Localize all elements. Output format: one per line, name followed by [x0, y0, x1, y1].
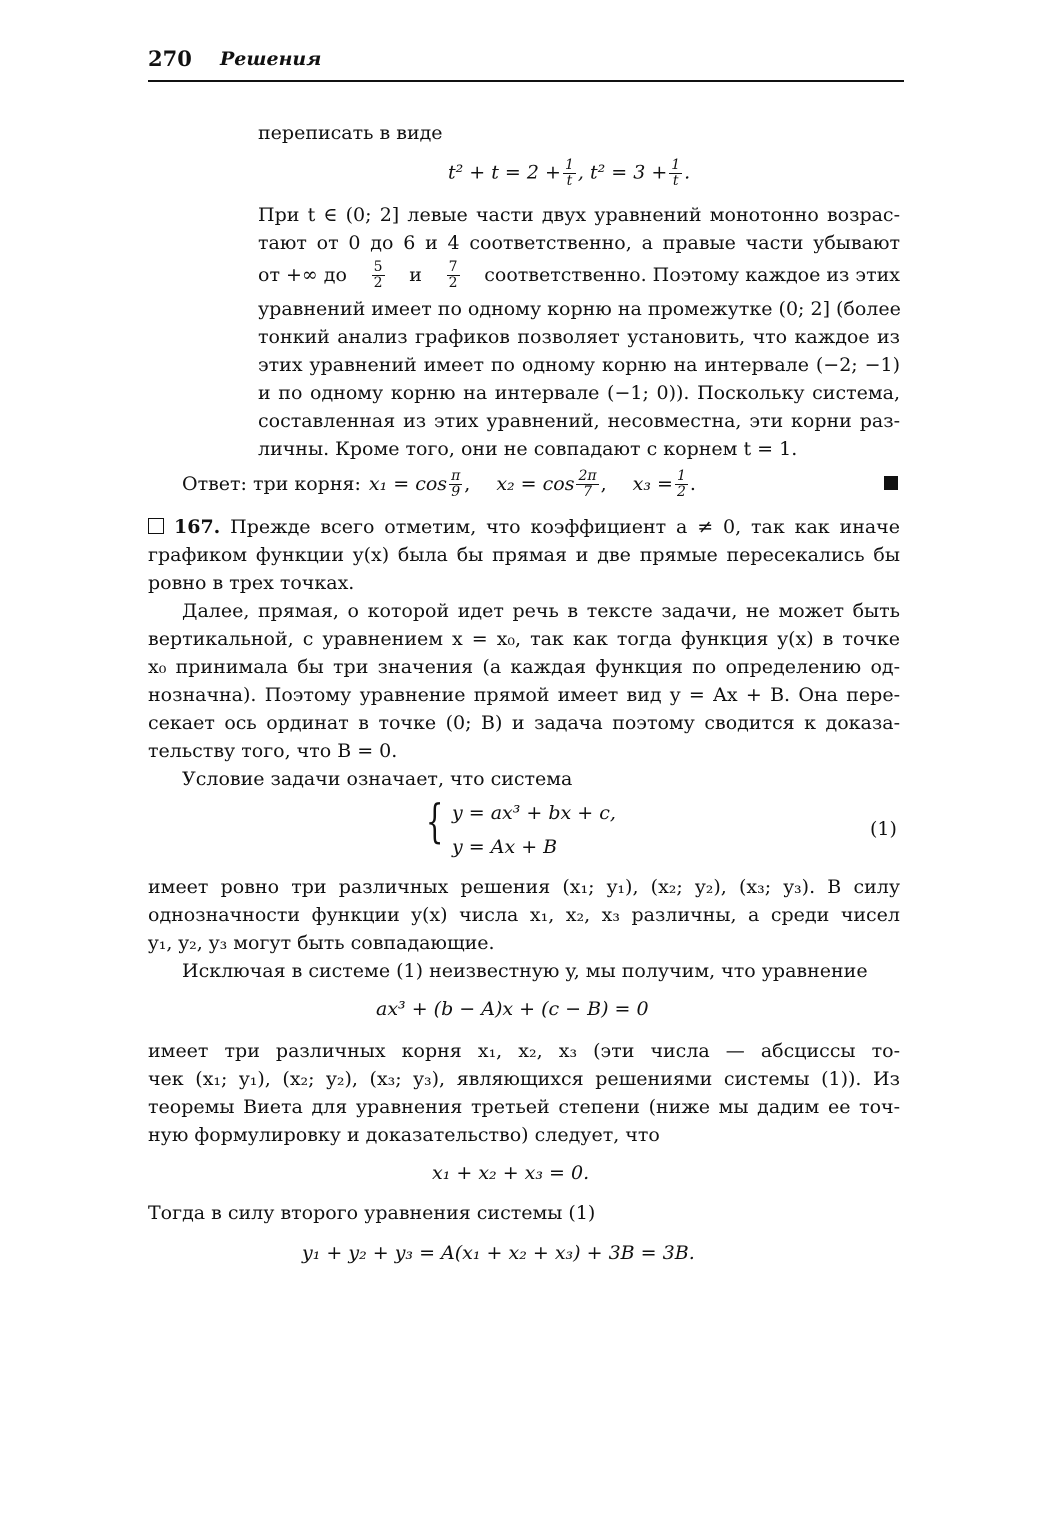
fraction-7-2	[447, 260, 460, 291]
equation-part: t² + t = 2 +	[448, 161, 561, 184]
paragraph-line: Исключая в системе (1) неизвестную y, мы получим, что уравнение	[182, 960, 868, 982]
fraction-2pi-7	[576, 469, 598, 500]
paragraph-line: y₁, y₂, y₃ могут быть совпадающие.	[148, 932, 495, 954]
numerator: π	[451, 467, 461, 484]
paragraph-line: тельству того, что B = 0.	[148, 740, 398, 762]
denominator: 9	[451, 483, 461, 500]
intro-text: переписать в виде	[258, 122, 443, 144]
paragraph-line: однозначности функции y(x) числа x₁, x₂, x₃ различны, а среди чисел	[148, 904, 900, 926]
equation-number: (1)	[870, 818, 897, 840]
text-segment: соответственно. Поэтому каждое из этих	[484, 264, 900, 286]
running-header	[148, 46, 904, 82]
numerator: 2π	[578, 467, 597, 484]
paragraph-line: имеет ровно три различных решения (x₁; y₁), (x₂; y₂), (x₃; y₃). В силу	[148, 876, 900, 898]
answer-label: Ответ: три корня:	[182, 473, 361, 495]
denominator: t	[672, 173, 679, 189]
paragraph-line: секает ось ординат в точке (0; B) и задача поэтому сводится к доказа-	[148, 712, 900, 734]
vieta-sum: x₁ + x₂ + x₃ = 0.	[432, 1162, 590, 1184]
paragraph-line: тают от 0 до 6 и 4 соответственно, а правые части убывают	[258, 232, 900, 254]
section-title: Решения	[220, 48, 322, 70]
system-eq-1: y = ax³ + bx + c,	[452, 802, 616, 824]
problem-first-line	[148, 514, 900, 540]
paragraph-line-fractions	[258, 258, 900, 292]
fraction-pi-9	[449, 469, 462, 500]
cubic-equation: ax³ + (b − A)x + (c − B) = 0	[376, 998, 649, 1020]
denominator: 2	[448, 274, 458, 291]
paragraph-line: При t ∈ (0; 2] левые части двух уравнений монотонно возрас-	[258, 204, 900, 226]
problem-number: 167.	[174, 516, 221, 538]
denominator: 2	[676, 483, 686, 500]
numerator: 1	[671, 157, 681, 173]
numerator: 5	[373, 258, 383, 275]
paragraph-line: и по одному корню на интервале (−1; 0)). Поскольку система,	[258, 382, 900, 404]
answer-x3: x₃ =	[632, 473, 673, 495]
answer-x1: x₁ = cos	[368, 473, 448, 495]
numerator: 1	[676, 467, 686, 484]
paragraph-line: Далее, прямая, о которой идет речь в тексте задачи, не может быть	[182, 600, 900, 622]
system-brace: {	[425, 794, 444, 848]
text-segment: и	[409, 264, 422, 286]
paragraph-line: имеет три различных корня x₁, x₂, x₃ (эти числа — абсциссы то-	[148, 1040, 900, 1062]
equation-part: , t² = 3 +	[577, 161, 668, 184]
fraction	[563, 158, 576, 189]
denominator: t	[566, 173, 573, 189]
numerator: 7	[448, 258, 458, 275]
paragraph-line: тонкий анализ графиков позволяет установить, что каждое из	[258, 326, 900, 348]
paragraph-line: уравнений имеет по одному корню на промежутке (0; 2] (более	[258, 298, 901, 320]
system-eq-2: y = Ax + B	[452, 836, 558, 858]
paragraph-line: чек (x₁; y₁), (x₂; y₂), (x₃; y₃), являющихся решениями системы (1)). Из	[148, 1068, 900, 1090]
answer-line: Ответ: три корня: x₁ = cos $\frac{\pi}{9}$ , x₂ = cos $\frac{2\pi}{7}$ , x₃ = $\frac{1}{2}$ .	[182, 467, 696, 500]
paragraph-line: вертикальной, с уравнением x = x₀, так как тогда функция y(x) в точке	[148, 628, 900, 650]
paragraph-line: Тогда в силу второго уравнения системы (1)	[148, 1202, 596, 1224]
final-equation: y₁ + y₂ + y₃ = A(x₁ + x₂ + x₃) + 3B = 3B.	[302, 1242, 695, 1264]
numerator: 1	[564, 157, 574, 173]
denominator: 7	[583, 483, 592, 500]
paragraph-line: ровно в трех точках.	[148, 572, 355, 594]
fraction-1-2	[675, 469, 688, 500]
paragraph-line: составленная из этих уравнений, несовместна, эти корни раз-	[258, 410, 900, 432]
paragraph-line: Условие задачи означает, что система	[182, 768, 573, 790]
fraction-5-2	[372, 260, 385, 291]
paragraph-line: теоремы Виета для уравнения третьей степени (ниже мы дадим ее точ-	[148, 1096, 900, 1118]
fraction	[669, 158, 682, 189]
paragraph-line: ную формулировку и доказательство) следует, что	[148, 1124, 660, 1146]
paragraph-line: графиком функции y(x) была бы прямая и две прямые пересекались бы	[148, 544, 900, 566]
problem-marker-icon	[148, 518, 164, 534]
answer-x2: x₂ = cos	[496, 473, 575, 495]
paragraph-line: нозначна). Поэтому уравнение прямой имеет вид y = Ax + B. Она пере-	[148, 684, 900, 706]
paragraph-line: этих уравнений имеет по одному корню на интервале (−2; −1)	[258, 354, 900, 376]
denominator: 2	[373, 274, 383, 291]
text-segment: Прежде всего отметим, что коэффициент a ≠ 0, так как иначе	[230, 516, 900, 538]
paragraph-line: личны. Кроме того, они не совпадают с корнем t = 1.	[258, 438, 798, 460]
end-of-proof-icon	[884, 476, 898, 490]
page-number: 270	[148, 46, 192, 71]
paragraph-line: x₀ принимала бы три значения (а каждая функция по определению од-	[148, 656, 900, 678]
text-segment: от +∞ до	[258, 264, 347, 286]
equation-t: t² + t = 2 + $\frac{1}{t}$ , t² = 3 + $\frac{1}{t}$ .	[448, 157, 691, 189]
